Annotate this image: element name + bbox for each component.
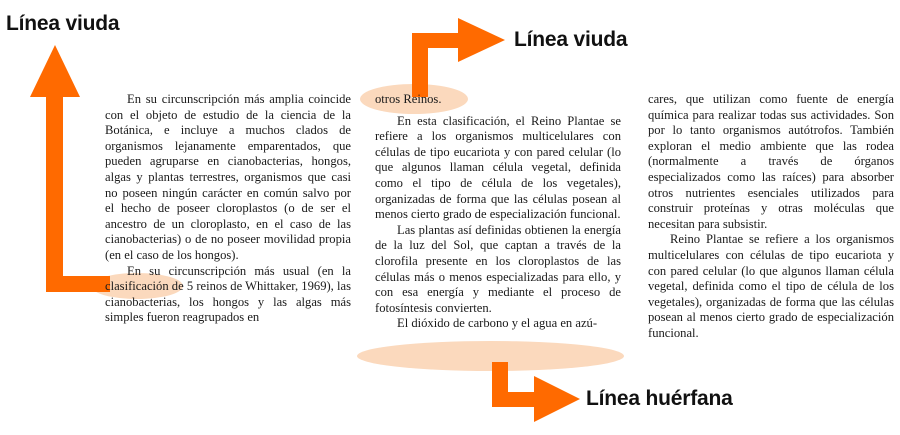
orphan-label: Línea huérfana [586, 387, 733, 410]
col1-p1-text: En su circunscripción más amplia coincide con el objeto de estudio de la ciencia de la Botánica, e incluye a muchos clados de organismos lejanamente emparentados, que pueden agruparse en cianobacterias, hongos, algas y plantas terrestres, organismos que casi no poseen ningún carácter en común salvo por el hecho de poseer cloroplastos (o de ser el ancestro de un cloroplasto, en el caso de las cianobacterias) o de no poseer movilidad propia (en el caso de [105, 92, 351, 262]
col2-paragraph-1: En esta clasificación, el Reino Plantae se refiere a los organismos multicelulares con células de tipo eucariota y con pared celular (lo que algunos llaman célula vegetal, definida como el tipo de célula de los vegetales), organizadas de forma que las células posean al menos cierto grado de especialización funcional. [375, 113, 621, 222]
arrow-up-left [30, 45, 110, 292]
widow-line-right: otros Reinos. [375, 92, 442, 106]
col3-paragraph-2: Reino Plantae se refiere a los organismos multicelulares con células de tipo eucariota y con pared celular (lo que algunos llaman célula vegetal, definida como el tipo de célula de los vegetales), organizadas de forma que las células posean al menos cierto grado de especialización funcional. [648, 232, 894, 340]
col1-paragraph-2: En su circunscripción más usual (en la clasificación de 5 reinos de Whittaker, 1969), las cianobacterias, los hongos y las algas más simples fueron reagrupados en [105, 263, 351, 325]
col3-paragraph-1: cares, que utilizan como fuente de energía química para realizar todas sus actividades. Son por lo tanto organismos autótrofos. También exploran el medio ambiente que las rodea (normalmente a través de órganos especializados como las raíces) para absorber otros nutrientes esenciales utilizados para construir proteínas y otras moléculas que necesitan para subsistir. [648, 92, 894, 231]
text-column-1 [105, 92, 351, 326]
widow-label-right: Línea viuda [514, 28, 628, 51]
arrow-right-top [412, 18, 505, 97]
orphan-line: El dióxido de carbono y el agua en azú- [397, 316, 598, 331]
text-column-3 [648, 92, 894, 342]
widow-line-left: los hongos). [177, 247, 239, 262]
text-column-2 [375, 92, 621, 332]
col1-paragraph-1 [105, 92, 351, 264]
col2-paragraph-2: Las plantas así definidas obtienen la energía de la luz del Sol, que captan a través de la clorofila presente en los cloroplastos de las células más o menos especializadas para ello, y con esa energía y mediante el proceso de fotosíntesis convierten. [375, 222, 621, 315]
widow-label-left: Línea viuda [6, 12, 120, 35]
arrow-right-bottom [492, 362, 580, 422]
